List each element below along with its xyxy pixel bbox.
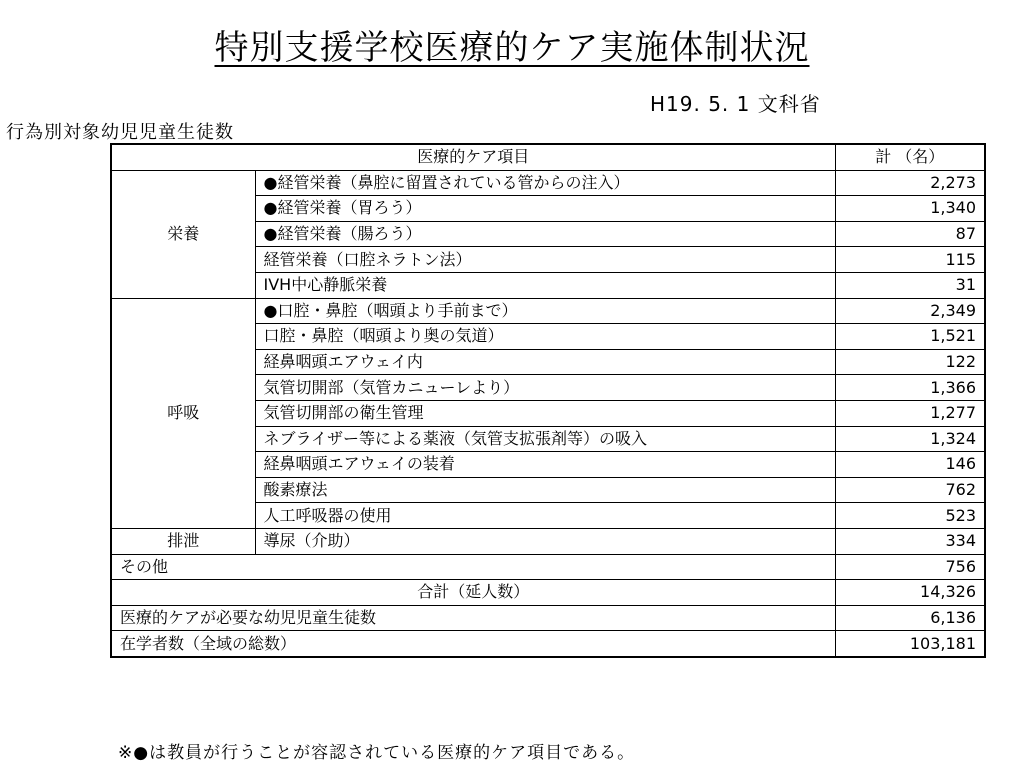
- item-cell: 気管切開部（気管カニューレより）: [255, 375, 835, 401]
- category-cell: 栄養: [111, 170, 255, 298]
- item-cell: ●経管栄養（胃ろう）: [255, 196, 835, 222]
- item-cell: 経鼻咽頭エアウェイの装着: [255, 452, 835, 478]
- other-row-label: その他: [111, 554, 835, 580]
- item-cell: 酸素療法: [255, 477, 835, 503]
- total-row-label: 合計（延人数）: [111, 580, 835, 606]
- value-cell: 1,324: [835, 426, 985, 452]
- value-cell: 1,277: [835, 400, 985, 426]
- item-cell: 口腔・鼻腔（咽頭より奥の気道）: [255, 324, 835, 350]
- category-cell: 排泄: [111, 528, 255, 554]
- value-cell: 31: [835, 272, 985, 298]
- value-cell: 1,340: [835, 196, 985, 222]
- value-cell: 2,349: [835, 298, 985, 324]
- total-row: [111, 580, 985, 606]
- value-cell: 122: [835, 349, 985, 375]
- value-cell: 523: [835, 503, 985, 529]
- enrolled-row-value: 103,181: [835, 631, 985, 657]
- header-count: 計 （名）: [835, 144, 985, 170]
- source-label: H19. 5. 1 文科省: [650, 92, 821, 116]
- value-cell: 1,521: [835, 324, 985, 350]
- value-cell: 146: [835, 452, 985, 478]
- value-cell: 87: [835, 221, 985, 247]
- header-item: 医療的ケア項目: [111, 144, 835, 170]
- other-row: [111, 554, 985, 580]
- enrolled-row: [111, 631, 985, 657]
- other-row-value: 756: [835, 554, 985, 580]
- item-cell: ネブライザー等による薬液（気管支拡張剤等）の吸入: [255, 426, 835, 452]
- item-cell: IVH中心静脈栄養: [255, 272, 835, 298]
- header-row: [111, 144, 985, 170]
- needs-row: [111, 605, 985, 631]
- item-cell: 経管栄養（口腔ネラトン法）: [255, 247, 835, 273]
- item-cell: ●口腔・鼻腔（咽頭より手前まで）: [255, 298, 835, 324]
- table-subtitle: 行為別対象幼児児童生徒数: [6, 122, 234, 143]
- item-cell: 導尿（介助）: [255, 528, 835, 554]
- table-row: [111, 298, 985, 324]
- value-cell: 1,366: [835, 375, 985, 401]
- table-row: [111, 170, 985, 196]
- medical-care-table: [110, 143, 986, 658]
- item-cell: 人工呼吸器の使用: [255, 503, 835, 529]
- item-cell: 気管切開部の衛生管理: [255, 400, 835, 426]
- value-cell: 2,273: [835, 170, 985, 196]
- needs-row-label: 医療的ケアが必要な幼児児童生徒数: [111, 605, 835, 631]
- footnote: ※●は教員が行うことが容認されている医療的ケア項目である。: [118, 743, 636, 763]
- value-cell: 115: [835, 247, 985, 273]
- item-cell: ●経管栄養（鼻腔に留置されている管からの注入）: [255, 170, 835, 196]
- table-row: [111, 528, 985, 554]
- needs-row-value: 6,136: [835, 605, 985, 631]
- page-title: 特別支援学校医療的ケア実施体制状況: [214, 28, 810, 68]
- category-cell: 呼吸: [111, 298, 255, 528]
- item-cell: 経鼻咽頭エアウェイ内: [255, 349, 835, 375]
- value-cell: 762: [835, 477, 985, 503]
- enrolled-row-label: 在学者数（全域の総数）: [111, 631, 835, 657]
- value-cell: 334: [835, 528, 985, 554]
- total-row-value: 14,326: [835, 580, 985, 606]
- item-cell: ●経管栄養（腸ろう）: [255, 221, 835, 247]
